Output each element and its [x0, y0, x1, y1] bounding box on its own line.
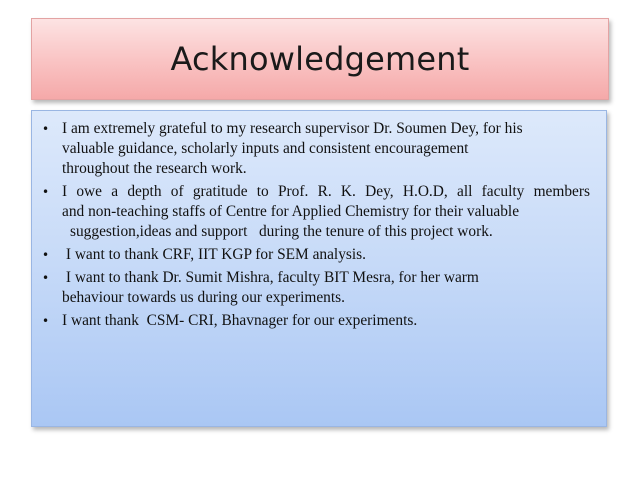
- bullet-item: [32, 311, 594, 331]
- bullet-icon: •: [42, 271, 50, 285]
- bullet-line: I owe a depth of gratitude to Prof. R. K. Dey, H.O.D, all faculty members: [62, 183, 590, 200]
- bullet-icon: •: [42, 122, 50, 136]
- bullet-item: [32, 182, 594, 242]
- bullet-icon: •: [42, 185, 50, 199]
- bullet-line: I want thank CSM- CRI, Bhavnager for our experiments.: [62, 312, 418, 329]
- bullet-icon: •: [42, 248, 50, 262]
- bullet-line: valuable guidance, scholarly inputs and consistent encouragement: [62, 140, 469, 157]
- bullet-line: suggestion,ideas and support during the tenure of this project work.: [70, 223, 493, 240]
- bullet-line: behaviour towards us during our experiments.: [62, 289, 345, 306]
- bullet-line: throughout the research work.: [62, 160, 247, 177]
- bullet-line: I want to thank Dr. Sumit Mishra, faculty BIT Mesra, for her warm: [62, 269, 479, 286]
- bullet-item: [32, 268, 594, 308]
- bullet-line: and non-teaching staffs of Centre for Applied Chemistry for their valuable: [62, 203, 520, 220]
- bullet-line: I want to thank CRF, IIT KGP for SEM analysis.: [62, 246, 367, 263]
- bullet-item: [32, 119, 594, 179]
- bullet-list: [32, 119, 594, 331]
- content-box: [31, 110, 607, 427]
- bullet-icon: •: [42, 314, 50, 328]
- title-box: [31, 18, 609, 100]
- slide-title: Acknowledgement: [170, 40, 470, 78]
- bullet-item: [32, 245, 594, 265]
- bullet-line: I am extremely grateful to my research supervisor Dr. Soumen Dey, for his: [62, 120, 523, 137]
